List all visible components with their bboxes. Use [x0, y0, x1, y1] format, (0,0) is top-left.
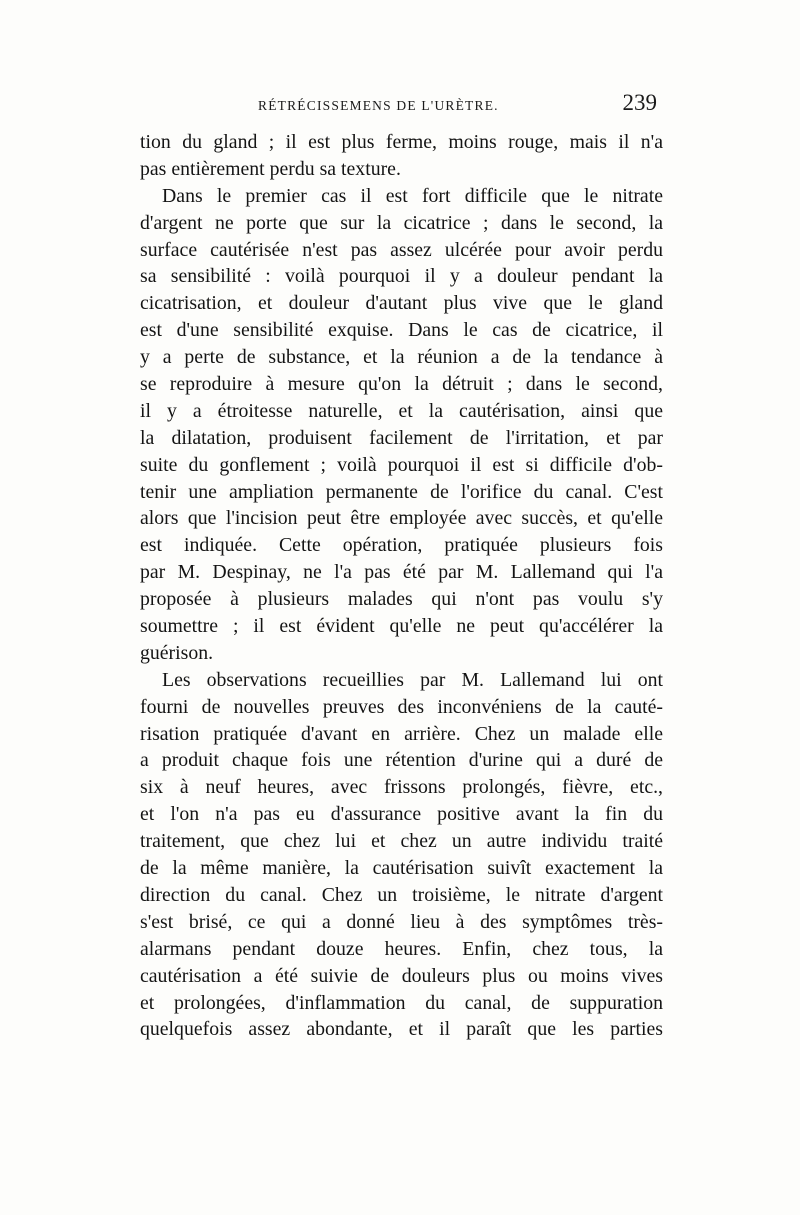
text-line: et prolongées, d'inflammation du canal, de suppuration [140, 991, 663, 1014]
text-line: y a perte de substance, et la réunion a de la tendance à [140, 346, 663, 369]
text-line: sa sensibilité : voilà pourquoi il y a douleur pendant la [140, 265, 663, 288]
text-line: Les observations recueillies par M. Lallemand lui ont [162, 668, 663, 691]
text-line: suite du gonflement ; voilà pourquoi il est si difficile d'ob- [140, 453, 663, 476]
text-line: s'est brisé, ce qui a donné lieu à des symptômes très- [140, 910, 663, 933]
text-line: est indiquée. Cette opération, pratiquée plusieurs fois [140, 534, 663, 557]
text-line: proposée à plusieurs malades qui n'ont pas voulu s'y [140, 588, 663, 611]
text-line: fourni de nouvelles preuves des inconvéniens de la cauté- [140, 695, 663, 718]
text-line: risation pratiquée d'avant en arrière. Chez un malade elle [140, 722, 663, 745]
text-line: se reproduire à mesure qu'on la détruit ; dans le second, [140, 373, 663, 396]
text-line: six à neuf heures, avec frissons prolongés, fièvre, etc., [140, 776, 663, 799]
text-line: soumettre ; il est évident qu'elle ne peut qu'accélérer la [140, 615, 663, 638]
text-line: tenir une ampliation permanente de l'orifice du canal. C'est [140, 480, 663, 503]
text-line: pas entièrement perdu sa texture. [140, 157, 401, 180]
text-line: guérison. [140, 641, 214, 664]
page-number: 239 [622, 90, 657, 115]
text-line: quelquefois assez abondante, et il paraît que les parties [140, 1018, 663, 1041]
text-line: traitement, que chez lui et chez un autre individu traité [140, 830, 663, 853]
text-line: est d'une sensibilité exquise. Dans le cas de cicatrice, il [140, 319, 663, 342]
text-line: cautérisation a été suivie de douleurs plus ou moins vives [140, 964, 663, 987]
text-line: surface cautérisée n'est pas assez ulcérée pour avoir perdu [140, 238, 663, 261]
text-line: alors que l'incision peut être employée avec succès, et qu'elle [140, 507, 663, 530]
text-line: cicatrisation, et douleur d'autant plus vive que le gland [140, 292, 663, 315]
text-line: la dilatation, produisent facilement de l'irritation, et par [140, 426, 663, 449]
running-title: RÉTRÉCISSEMENS DE L'URÈTRE. [258, 98, 499, 113]
text-line: tion du gland ; il est plus ferme, moins rouge, mais il n'a [140, 131, 663, 153]
text-line: il y a étroitesse naturelle, et la cautérisation, ainsi que [140, 399, 663, 422]
text-line: a produit chaque fois une rétention d'urine qui a duré de [140, 749, 663, 772]
text-line: d'argent ne porte que sur la cicatrice ; dans le second, la [140, 211, 663, 234]
text-line: par M. Despinay, ne l'a pas été par M. Lallemand qui l'a [140, 561, 663, 584]
body-text [140, 129, 663, 1043]
text-line: de la même manière, la cautérisation suivît exactement la [140, 857, 663, 880]
text-line: Dans le premier cas il est fort difficile que le nitrate [162, 184, 663, 207]
text-line: alarmans pendant douze heures. Enfin, chez tous, la [140, 937, 663, 960]
text-line: direction du canal. Chez un troisième, le nitrate d'argent [140, 883, 663, 906]
text-line: et l'on n'a pas eu d'assurance positive avant la fin du [140, 803, 663, 826]
running-head [140, 92, 663, 122]
